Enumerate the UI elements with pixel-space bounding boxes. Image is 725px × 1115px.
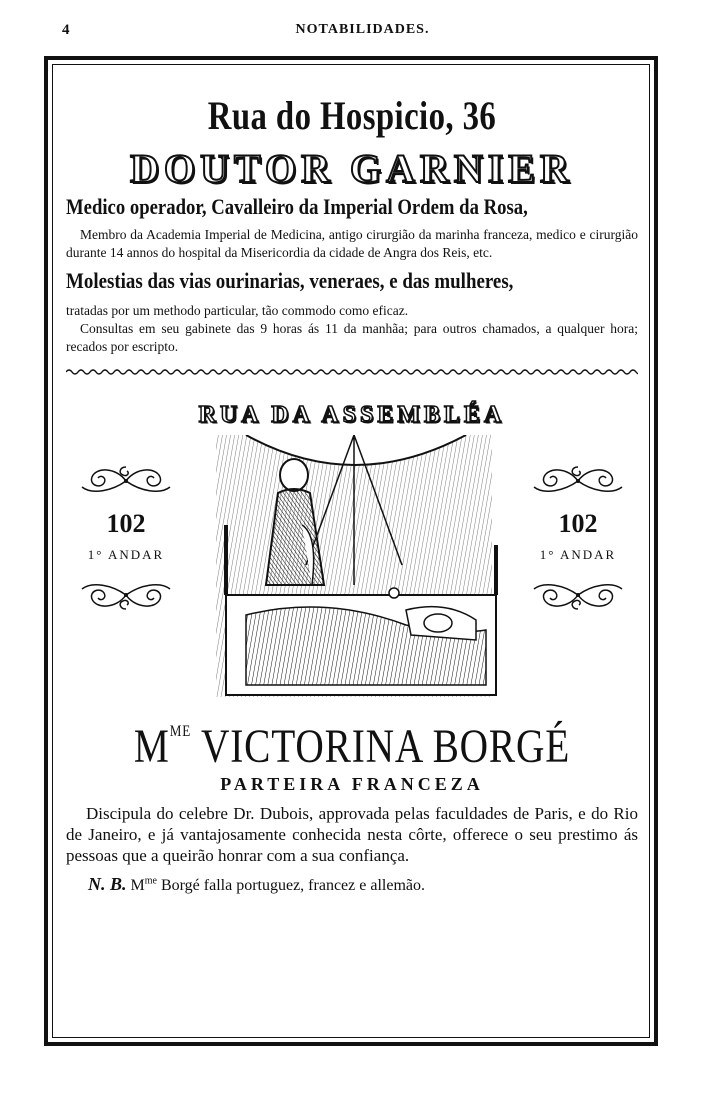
garnier-street-heading: Rua do Hospicio, 36 bbox=[207, 93, 497, 138]
garnier-specialty-line: Molestias das vias ourinarias, veneraes, e das mulheres, bbox=[66, 268, 514, 293]
name-prefix-superscript: ME bbox=[169, 723, 192, 740]
street-number-left: 102 bbox=[106, 509, 146, 538]
floor-label-right: 1° ANDAR bbox=[539, 547, 617, 562]
address-panel-left bbox=[66, 435, 186, 697]
advertisement-borge bbox=[66, 402, 638, 895]
wavy-divider-rule bbox=[66, 368, 638, 376]
note-prefix: M bbox=[130, 877, 145, 894]
advertisement-garnier bbox=[66, 92, 638, 356]
borge-illustration-row bbox=[66, 435, 638, 697]
note-text: Borgé falla portuguez, francez e allemão. bbox=[160, 877, 425, 894]
garnier-credentials bbox=[66, 226, 638, 262]
note-label: N. B. bbox=[88, 874, 127, 894]
bedside-engraving-illustration bbox=[206, 435, 502, 697]
name-prefix: M bbox=[133, 720, 170, 773]
flourish-ornament-icon bbox=[76, 575, 176, 615]
flourish-ornament-icon bbox=[528, 461, 628, 501]
running-title: NOTABILIDADES. bbox=[295, 22, 430, 37]
note-prefix-superscript: me bbox=[144, 875, 157, 887]
garnier-treatment bbox=[66, 302, 638, 356]
address-panel-right bbox=[518, 435, 638, 697]
name-text: VICTORINA BORGÉ bbox=[200, 720, 571, 773]
garnier-credentials-text: Membro da Academia Imperial de Medicina, antigo cirurgião da marinha franceza, medico e cirurgião durante 14 annos do hospital da Misericordia da cidade de Angra dos Reis, etc. bbox=[66, 227, 638, 260]
borge-street-heading: RUA DA ASSEMBLÉA bbox=[198, 402, 506, 428]
borge-profession: PARTEIRA FRANCEZA bbox=[220, 774, 484, 794]
garnier-consultations bbox=[66, 320, 638, 356]
borge-description-text: Discipula do celebre Dr. Dubois, approvada pelas faculdades de Paris, e do Rio de Janeiro, e já vantajosamente conhecida nesta côrte, offerece o seu prestimo ás pessoas que a queirão honrar com a sua confiança. bbox=[66, 804, 638, 865]
flourish-ornament-icon bbox=[528, 575, 628, 615]
borge-note bbox=[88, 874, 638, 895]
garnier-name-heading: DOUTOR GARNIER bbox=[130, 146, 574, 191]
garnier-consultations-text: Consultas em seu gabinete das 9 horas ás 11 da manhãa; para outros chamados, a qualquer hora; recados por escripto. bbox=[66, 321, 638, 354]
garnier-treatment-text: tratadas por um methodo particular, tão commodo como eficaz. bbox=[66, 303, 409, 318]
flourish-ornament-icon bbox=[76, 461, 176, 501]
garnier-title-line: Medico operador, Cavalleiro da Imperial Ordem da Rosa, bbox=[66, 194, 528, 219]
street-number-right: 102 bbox=[558, 509, 598, 538]
advertisement-page bbox=[66, 72, 638, 895]
borge-name-heading bbox=[117, 719, 586, 774]
borge-description bbox=[66, 803, 638, 866]
running-head bbox=[0, 22, 725, 46]
page-number: 4 bbox=[62, 22, 70, 38]
floor-label-left: 1° ANDAR bbox=[87, 547, 165, 562]
